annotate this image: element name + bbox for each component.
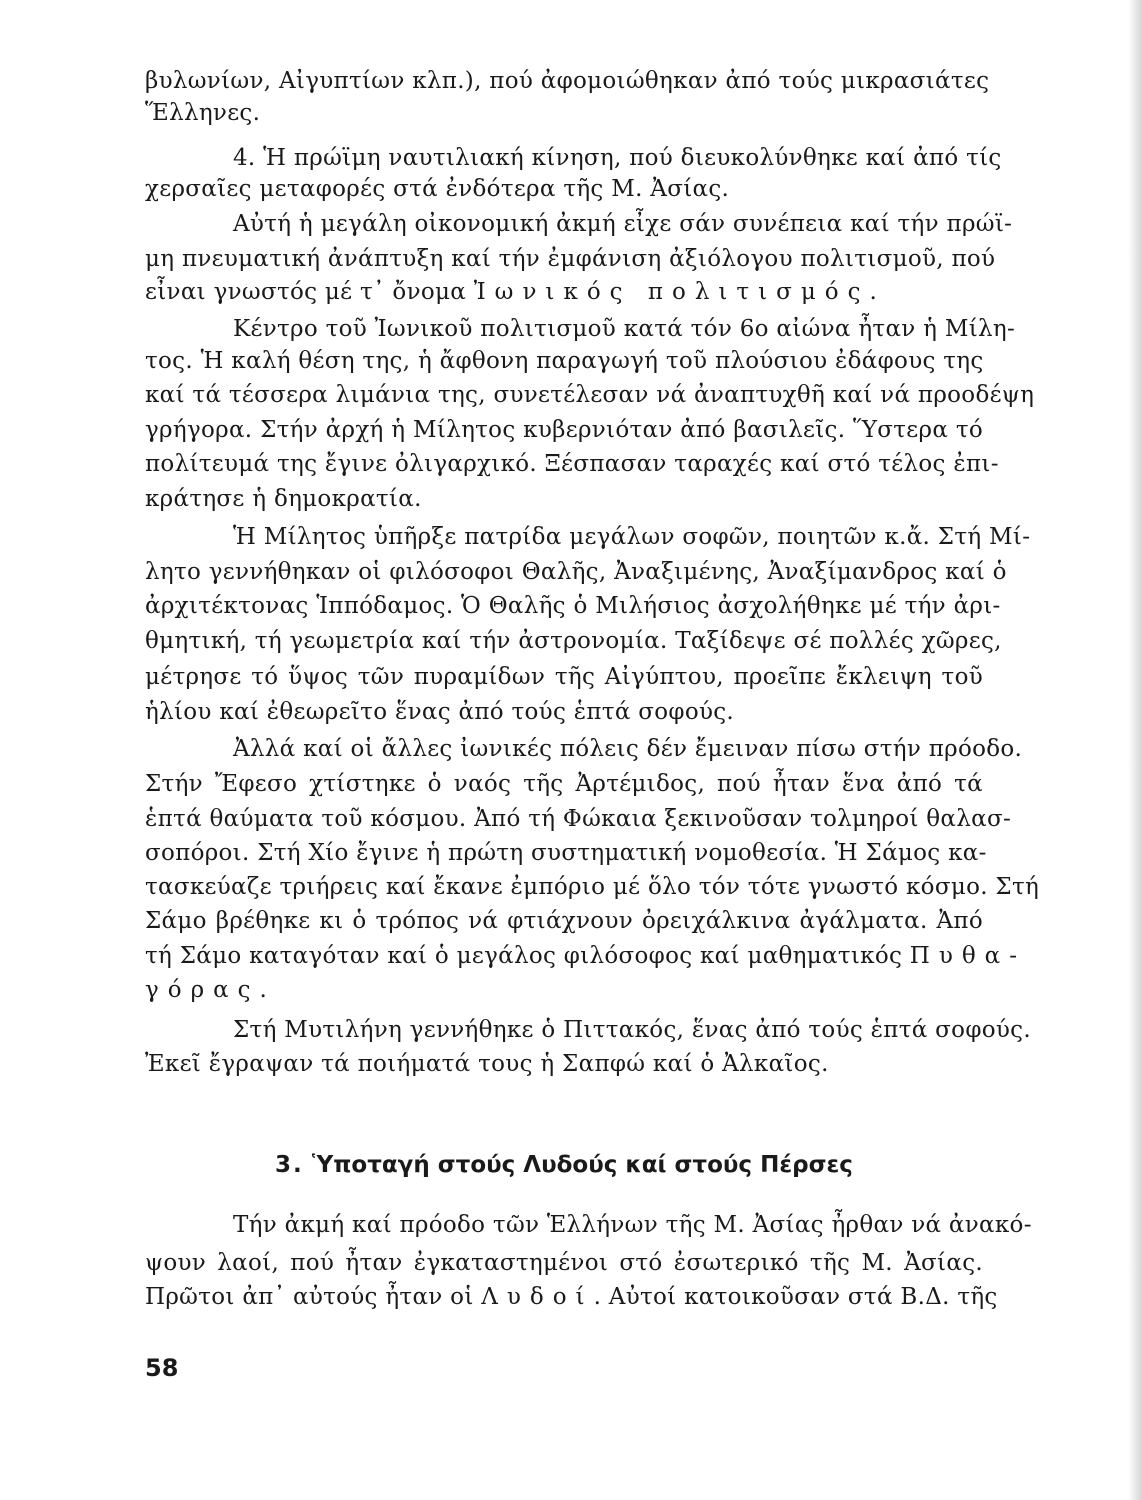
text-line: ἑπτά θαύματα τοῦ κόσμου. Ἀπό τή Φώκαια ξεκινοῦσαν τολμηροί θαλασ- xyxy=(145,806,1012,832)
text-line-spaced-term xyxy=(145,277,983,309)
text-line: ψουν λαοί, πού ἦταν ἐγκαταστημένοι στό ἐσωτερικό τῆς Μ. Ἀσίας. xyxy=(145,1250,983,1276)
section-number: 3. xyxy=(275,1152,304,1178)
text-line: τος. Ἡ καλή θέση της, ἡ ἄφθονη παραγωγή τοῦ πλούσιου ἐδάφους της xyxy=(145,348,984,374)
spaced-term: Πυθα- xyxy=(909,943,1026,969)
line-text: . xyxy=(869,279,878,305)
text-line: Ἀλλά καί οἱ ἄλλες ἰωνικές πόλεις δέν ἔμειναν πίσω στήν πρόοδο. xyxy=(233,736,1023,762)
page-number: 58 xyxy=(145,1354,179,1382)
text-line: τασκεύαζε τριήρεις καί ἔκανε ἐμπόριο μέ ὅλο τόν τότε γνωστό κόσμο. Στή xyxy=(145,874,1040,900)
text-line: Ἕλληνες. xyxy=(145,100,261,126)
text-line: χερσαῖες μεταφορές στά ἐνδότερα τῆς Μ. Ἀσίας. xyxy=(145,176,730,202)
text-line-spaced-term xyxy=(145,941,1026,973)
text-line: μη πνευματική ἀνάπτυξη καί τήν ἐμφάνιση ἀξιόλογου πολιτισμοῦ, πού xyxy=(145,246,996,272)
line-text: . Αὐτοί κατοικοῦσαν στά Β.Δ. τῆς xyxy=(593,1284,998,1310)
text-line: ἀρχιτέκτονας Ἱππόδαμος. Ὁ Θαλῆς ὁ Μιλήσιος ἀσχολήθηκε μέ τήν ἀρι- xyxy=(145,593,1001,619)
line-text: τή Σάμο καταγόταν καί ὁ μεγάλος φιλόσοφος καί μαθηματικός xyxy=(145,943,910,969)
text-line: Ἐκεῖ ἔγραψαν τά ποιήματά τους ἡ Σαπφώ καί ὁ Ἀλκαῖος. xyxy=(145,1051,829,1077)
line-text: Πρῶτοι ἀπ᾽ αὐτούς ἦταν οἱ xyxy=(145,1284,482,1310)
text-line: ἡλίου καί ἐθεωρεῖτο ἕνας ἀπό τούς ἑπτά σοφούς. xyxy=(145,699,735,725)
text-line: Αὐτή ἡ μεγάλη οἰκονομική ἀκμή εἶχε σάν συνέπεια καί τήν πρώϊ- xyxy=(233,211,1013,237)
line-text: εἶναι γνωστός μέ τ᾽ ὄνομα xyxy=(145,279,474,305)
spaced-term: γόρας xyxy=(145,977,260,1003)
text-line: Σάμο βρέθηκε κι ὁ τρόπος νά φτιάχνουν ὀρειχάλκινα ἀγάλματα. Ἀπό xyxy=(145,908,983,934)
text-line: λητο γεννήθηκαν οἱ φιλόσοφοι Θαλῆς, Ἀναξιμένης, Ἀναξίμανδρος καί ὁ xyxy=(145,559,1007,585)
text-line: Στήν Ἔφεσο χτίστηκε ὁ ναός τῆς Ἀρτέμιδος, πού ἦταν ἕνα ἀπό τά xyxy=(145,771,983,797)
text-line: Ἡ Μίλητος ὑπῆρξε πατρίδα μεγάλων σοφῶν, ποιητῶν κ.ἄ. Στή Μί- xyxy=(233,524,1031,550)
text-line: θμητική, τή γεωμετρία καί τήν ἀστρονομία. Ταξίδεψε σέ πολλές χῶρες, xyxy=(145,628,1002,654)
text-line-spaced-term xyxy=(145,975,983,1007)
line-text: . xyxy=(259,977,268,1003)
text-line: μέτρησε τό ὕψος τῶν πυραμίδων τῆς Αἰγύπτου, προεῖπε ἔκλειψη τοῦ xyxy=(145,664,983,690)
text-line: 4. Ἡ πρώϊμη ναυτιλιακή κίνηση, πού διευκολύνθηκε καί ἀπό τίς xyxy=(233,145,1002,171)
text-line: βυλωνίων, Αἰγυπτίων κλπ.), πού ἀφομοιώθηκαν ἀπό τούς μικρασιάτες xyxy=(145,68,990,94)
text-line: πολίτευμά της ἔγινε ὀλιγαρχικό. Ξέσπασαν ταραχές καί στό τέλος ἐπι- xyxy=(145,451,999,477)
section-title: Ὑποταγή στούς Λυδούς καί στούς Πέρσες xyxy=(311,1152,853,1178)
text-line: Στή Μυτιλήνη γεννήθηκε ὁ Πιττακός, ἕνας ἀπό τούς ἑπτά σοφούς. xyxy=(233,1017,1031,1043)
text-line: σοπόροι. Στή Χίο ἔγινε ἡ πρώτη συστηματική νομοθεσία. Ἡ Σάμος κα- xyxy=(145,840,987,866)
text-line-spaced-term xyxy=(145,1282,998,1314)
section-heading xyxy=(145,1150,983,1180)
page-edge-shadow xyxy=(1128,0,1142,1500)
spaced-term: Ἰωνικός πολιτισμός xyxy=(473,279,870,305)
spaced-term: Λυδοί xyxy=(481,1284,594,1310)
text-line: Κέντρο τοῦ Ἰωνικοῦ πολιτισμοῦ κατά τόν 6ο αἰώνα ἦταν ἡ Μίλη- xyxy=(233,316,1016,342)
text-line: κράτησε ἡ δημοκρατία. xyxy=(145,486,422,512)
text-line: γρήγορα. Στήν ἀρχή ἡ Μίλητος κυβερνιόταν ἀπό βασιλεῖς. Ὕστερα τό xyxy=(145,417,983,443)
text-line: Τήν ἀκμή καί πρόοδο τῶν Ἑλλήνων τῆς Μ. Ἀσίας ἦρθαν νά ἀνακό- xyxy=(233,1212,1032,1238)
text-line: καί τά τέσσερα λιμάνια της, συνετέλεσαν νά ἀναπτυχθῆ καί νά προοδέψη xyxy=(145,382,1035,408)
